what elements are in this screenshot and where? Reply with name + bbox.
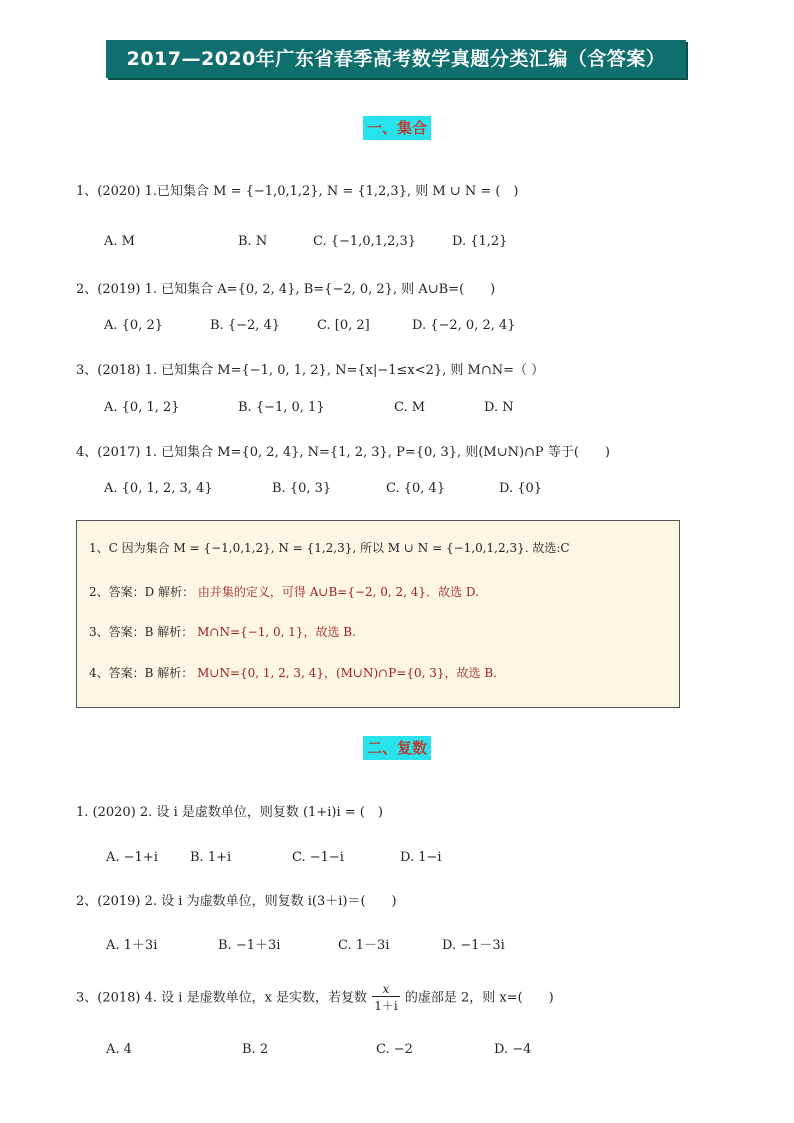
options-row [106,1042,666,1062]
answer-box [76,520,680,708]
option-a: A. {0, 1, 2} [104,400,180,415]
option-b: B. N [238,234,268,249]
options-row [106,850,666,870]
option-b: B. 2 [242,1042,269,1057]
question-stem [76,982,554,1022]
answer-item [89,583,479,600]
answer-item [89,623,356,640]
fraction-numerator: x [372,982,399,997]
question-stem: 2、(2019) 1. 已知集合 A={0, 2, 4}, B={−2, 0, 2}, 则 A∪B=( ) [76,282,496,297]
question-stem: 4、(2017) 1. 已知集合 M={0, 2, 4}, N={1, 2, 3}, P={0, 3}, 则(M∪N)∩P 等于( ) [76,445,610,460]
option-b: B. {−2, 4} [210,318,281,333]
fraction [372,982,399,1014]
options-row [106,934,666,954]
option-a: A. 1＋3i [106,938,158,953]
option-c: C. −1−i [292,850,344,865]
answer-label: 3、答案：B 解析： [89,625,194,639]
answer-label: 2、答案：D 解析： [89,585,195,599]
page-title: 2017—2020年广东省春季高考数学真题分类汇编（含答案） [106,40,686,78]
option-b: B. −1＋3i [218,938,281,953]
question-stem: 1. (2020) 2. 设 i 是虚数单位，则复数 (1+i)i = ( ) [76,805,383,820]
options-row [104,318,664,338]
option-a: A. −1+i [106,850,158,865]
option-a: A. M [104,234,135,249]
question-stem: 1、(2020) 1.已知集合 M = {−1,0,1,2}, N = {1,2,3}, 则 M ∪ N = ( ) [76,184,519,199]
answer-body: M∩N={−1, 0, 1}，故选 B. [197,625,356,639]
answer-label: 1、C [89,541,118,555]
option-a: A. {0, 1, 2, 3, 4} [104,481,213,496]
answer-body: M∪N={0, 1, 2, 3, 4}，(M∪N)∩P={0, 3}，故选 B. [197,666,497,680]
option-d: D. N [484,400,514,415]
answer-label: 4、答案：B 解析： [89,666,194,680]
option-a: A. {0, 2} [104,318,164,333]
section-heading-complex-numbers: 二、复数 [363,736,431,760]
option-d: D. −1－3i [442,938,505,953]
answer-body: 由并集的定义，可得 A∪B={−2, 0, 2, 4}．故选 D. [197,585,479,599]
option-b: B. {0, 3} [272,481,332,496]
option-b: B. 1+i [190,850,232,865]
option-d: D. {1,2} [452,234,508,249]
question-stem: 3、(2018) 1. 已知集合 M={−1, 0, 1, 2}, N={x|−1≤x<2}, 则 M∩N=（ ） [76,363,545,378]
options-row [104,400,664,420]
option-d: D. {0} [499,481,543,496]
question-stem: 2、(2019) 2. 设 i 为虚数单位，则复数 i(3＋i)＝( ) [76,894,397,909]
option-d: D. −4 [494,1042,532,1057]
option-c: C. 1－3i [338,938,390,953]
stem-text: 3、(2018) 4. 设 i 是虚数单位，x 是实数，若复数 [76,990,368,1006]
option-c: C. {0, 4} [386,481,446,496]
section-heading-sets: 一、集合 [363,116,431,140]
option-a: A. 4 [106,1042,132,1057]
option-c: C. −2 [376,1042,413,1057]
answer-item [89,539,570,556]
answer-body: 因为集合 M = {−1,0,1,2}, N = {1,2,3}, 所以 M ∪ N = {−1,0,1,2,3}. 故选:C [121,541,570,555]
options-row [104,481,664,501]
fraction-denominator: 1＋i [374,999,398,1013]
option-c: C. {−1,0,1,2,3} [313,234,417,249]
option-d: D. {−2, 0, 2, 4} [412,318,516,333]
option-c: C. M [394,400,426,415]
option-c: C. [0, 2] [317,318,370,333]
options-row [104,234,664,254]
option-d: D. 1−i [400,850,442,865]
option-b: B. {−1, 0, 1} [238,400,325,415]
answer-item [89,664,497,681]
stem-text: 的虚部是 2，则 x=( ) [404,990,554,1006]
